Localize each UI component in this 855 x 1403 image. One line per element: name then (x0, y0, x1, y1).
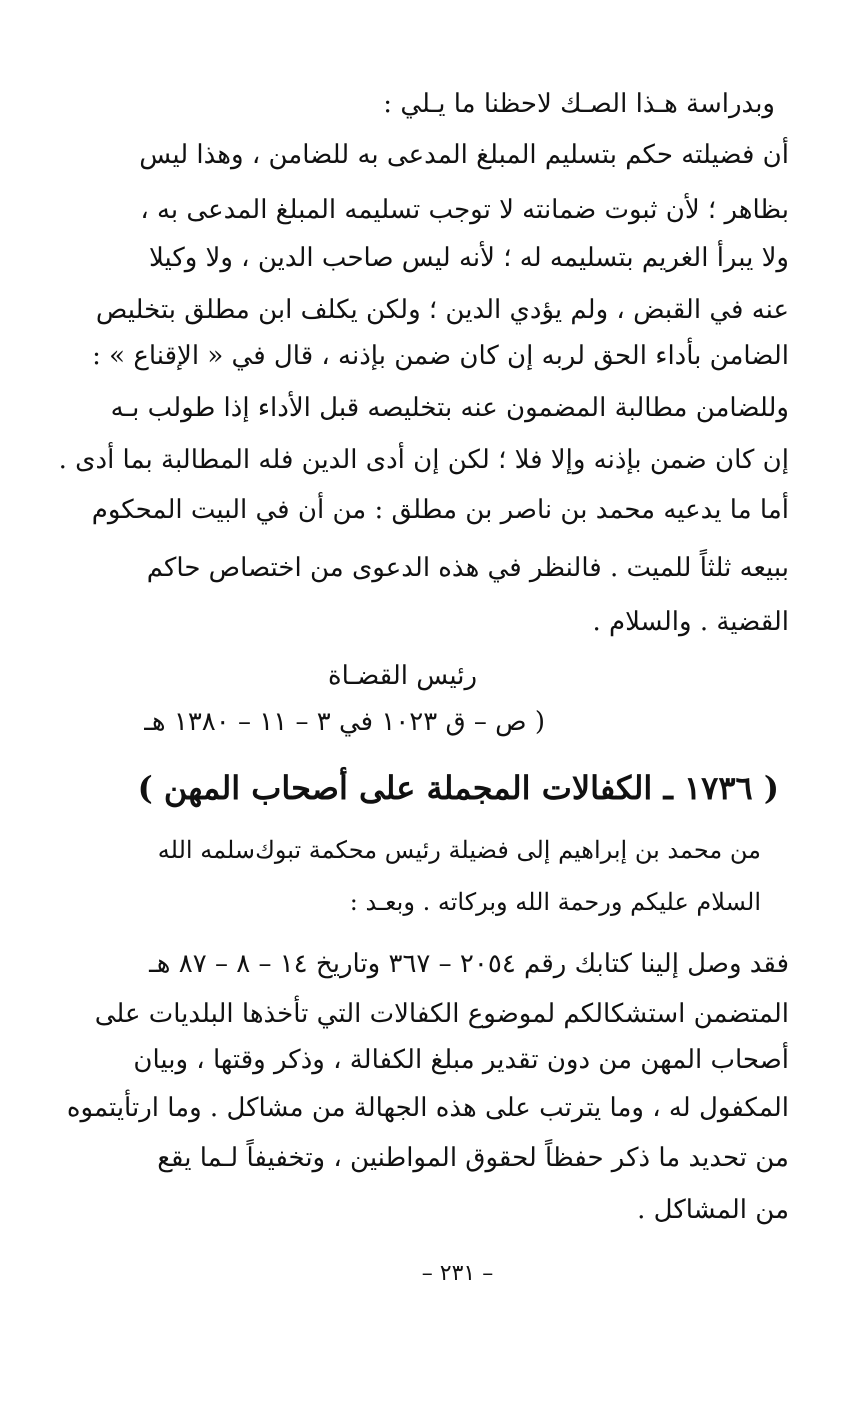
paragraph-3-line-6: من المشاكل . (637, 1195, 789, 1225)
paragraph-1-line-7: إن كان ضمن بإذنه وإلا فلا ؛ لكن إن أدى الدين فله المطالبة بما أدى . (58, 445, 789, 475)
paragraph-2-line-2: ببيعه ثلثاً للميت . فالنظر في هذه الدعوى من اختصاص حاكم (146, 553, 789, 583)
greeting-line: السلام عليكم ورحمة الله وبركاته . وبعـد : (349, 888, 761, 916)
paragraph-1-line-4: عنه في القبض ، ولم يؤدي الدين ؛ ولكن يكلف ابن مطلق بتخليص (95, 295, 789, 325)
paragraph-1-line-6: وللضامن مطالبة المضمون عنه بتخليصه قبل الأداء إذا طولب بـه (110, 393, 789, 423)
signature-title: رئيس القضـاة (327, 661, 478, 691)
paragraph-3-line-4: المكفول له ، وما يترتب على هذه الجهالة من مشاكل . وما ارتأيتموه (66, 1093, 789, 1123)
paragraph-1-line-5: الضامن بأداء الحق لربه إن كان ضمن بإذنه ، قال في « الإقناع » : (92, 341, 789, 371)
section-heading: ( ١٧٣٦ ـ الكفالات المجملة على أصحاب المهن ) (137, 769, 779, 807)
paragraph-3-line-1: فقد وصل إلينا كتابك رقم ٢٠٥٤ – ٣٦٧ وتاريخ ١٤ – ٨ – ٨٧ هـ (149, 949, 789, 979)
paragraph-3-line-5: من تحديد ما ذكر حفظاً لحقوق المواطنين ، وتخفيفاً لـما يقع (157, 1143, 789, 1173)
paragraph-2-line-3: القضية . والسلام . (592, 607, 789, 637)
page-number: – ٢٣١ – (421, 1261, 494, 1286)
letter-from-line: من محمد بن إبراهيم إلى فضيلة رئيس محكمة تبوك (255, 836, 761, 864)
paragraph-1-line-1: أن فضيلته حكم بتسليم المبلغ المدعى به للضامن ، وهذا ليس (139, 140, 789, 170)
paragraph-3-line-3: أصحاب المهن من دون تقدير مبلغ الكفالة ، وذكر وقتها ، وبيان (133, 1045, 789, 1075)
paragraph-3-line-2: المتضمن استشكالكم لموضوع الكفالات التي تأخذها البلديات على (94, 999, 789, 1029)
letter-salute: سلمه الله (157, 836, 255, 864)
paragraph-2-line-1: أما ما يدعيه محمد بن ناصر بن مطلق : من أن في البيت المحكوم (91, 495, 789, 525)
paragraph-1-line-2: بظاهر ؛ لأن ثبوت ضمانته لا توجب تسليمه المبلغ المدعى به ، (140, 195, 789, 225)
paragraph-1-line-3: ولا يبرأ الغريم بتسليمه له ؛ لأنه ليس صاحب الدين ، ولا وكيلا (148, 243, 789, 273)
reference-number: ( ص – ق ١٠٢٣ في ٣ – ١١ – ١٣٨٠ هـ (144, 707, 545, 737)
intro-line: وبدراسة هـذا الصـك لاحظنا ما يـلي : (383, 89, 775, 119)
